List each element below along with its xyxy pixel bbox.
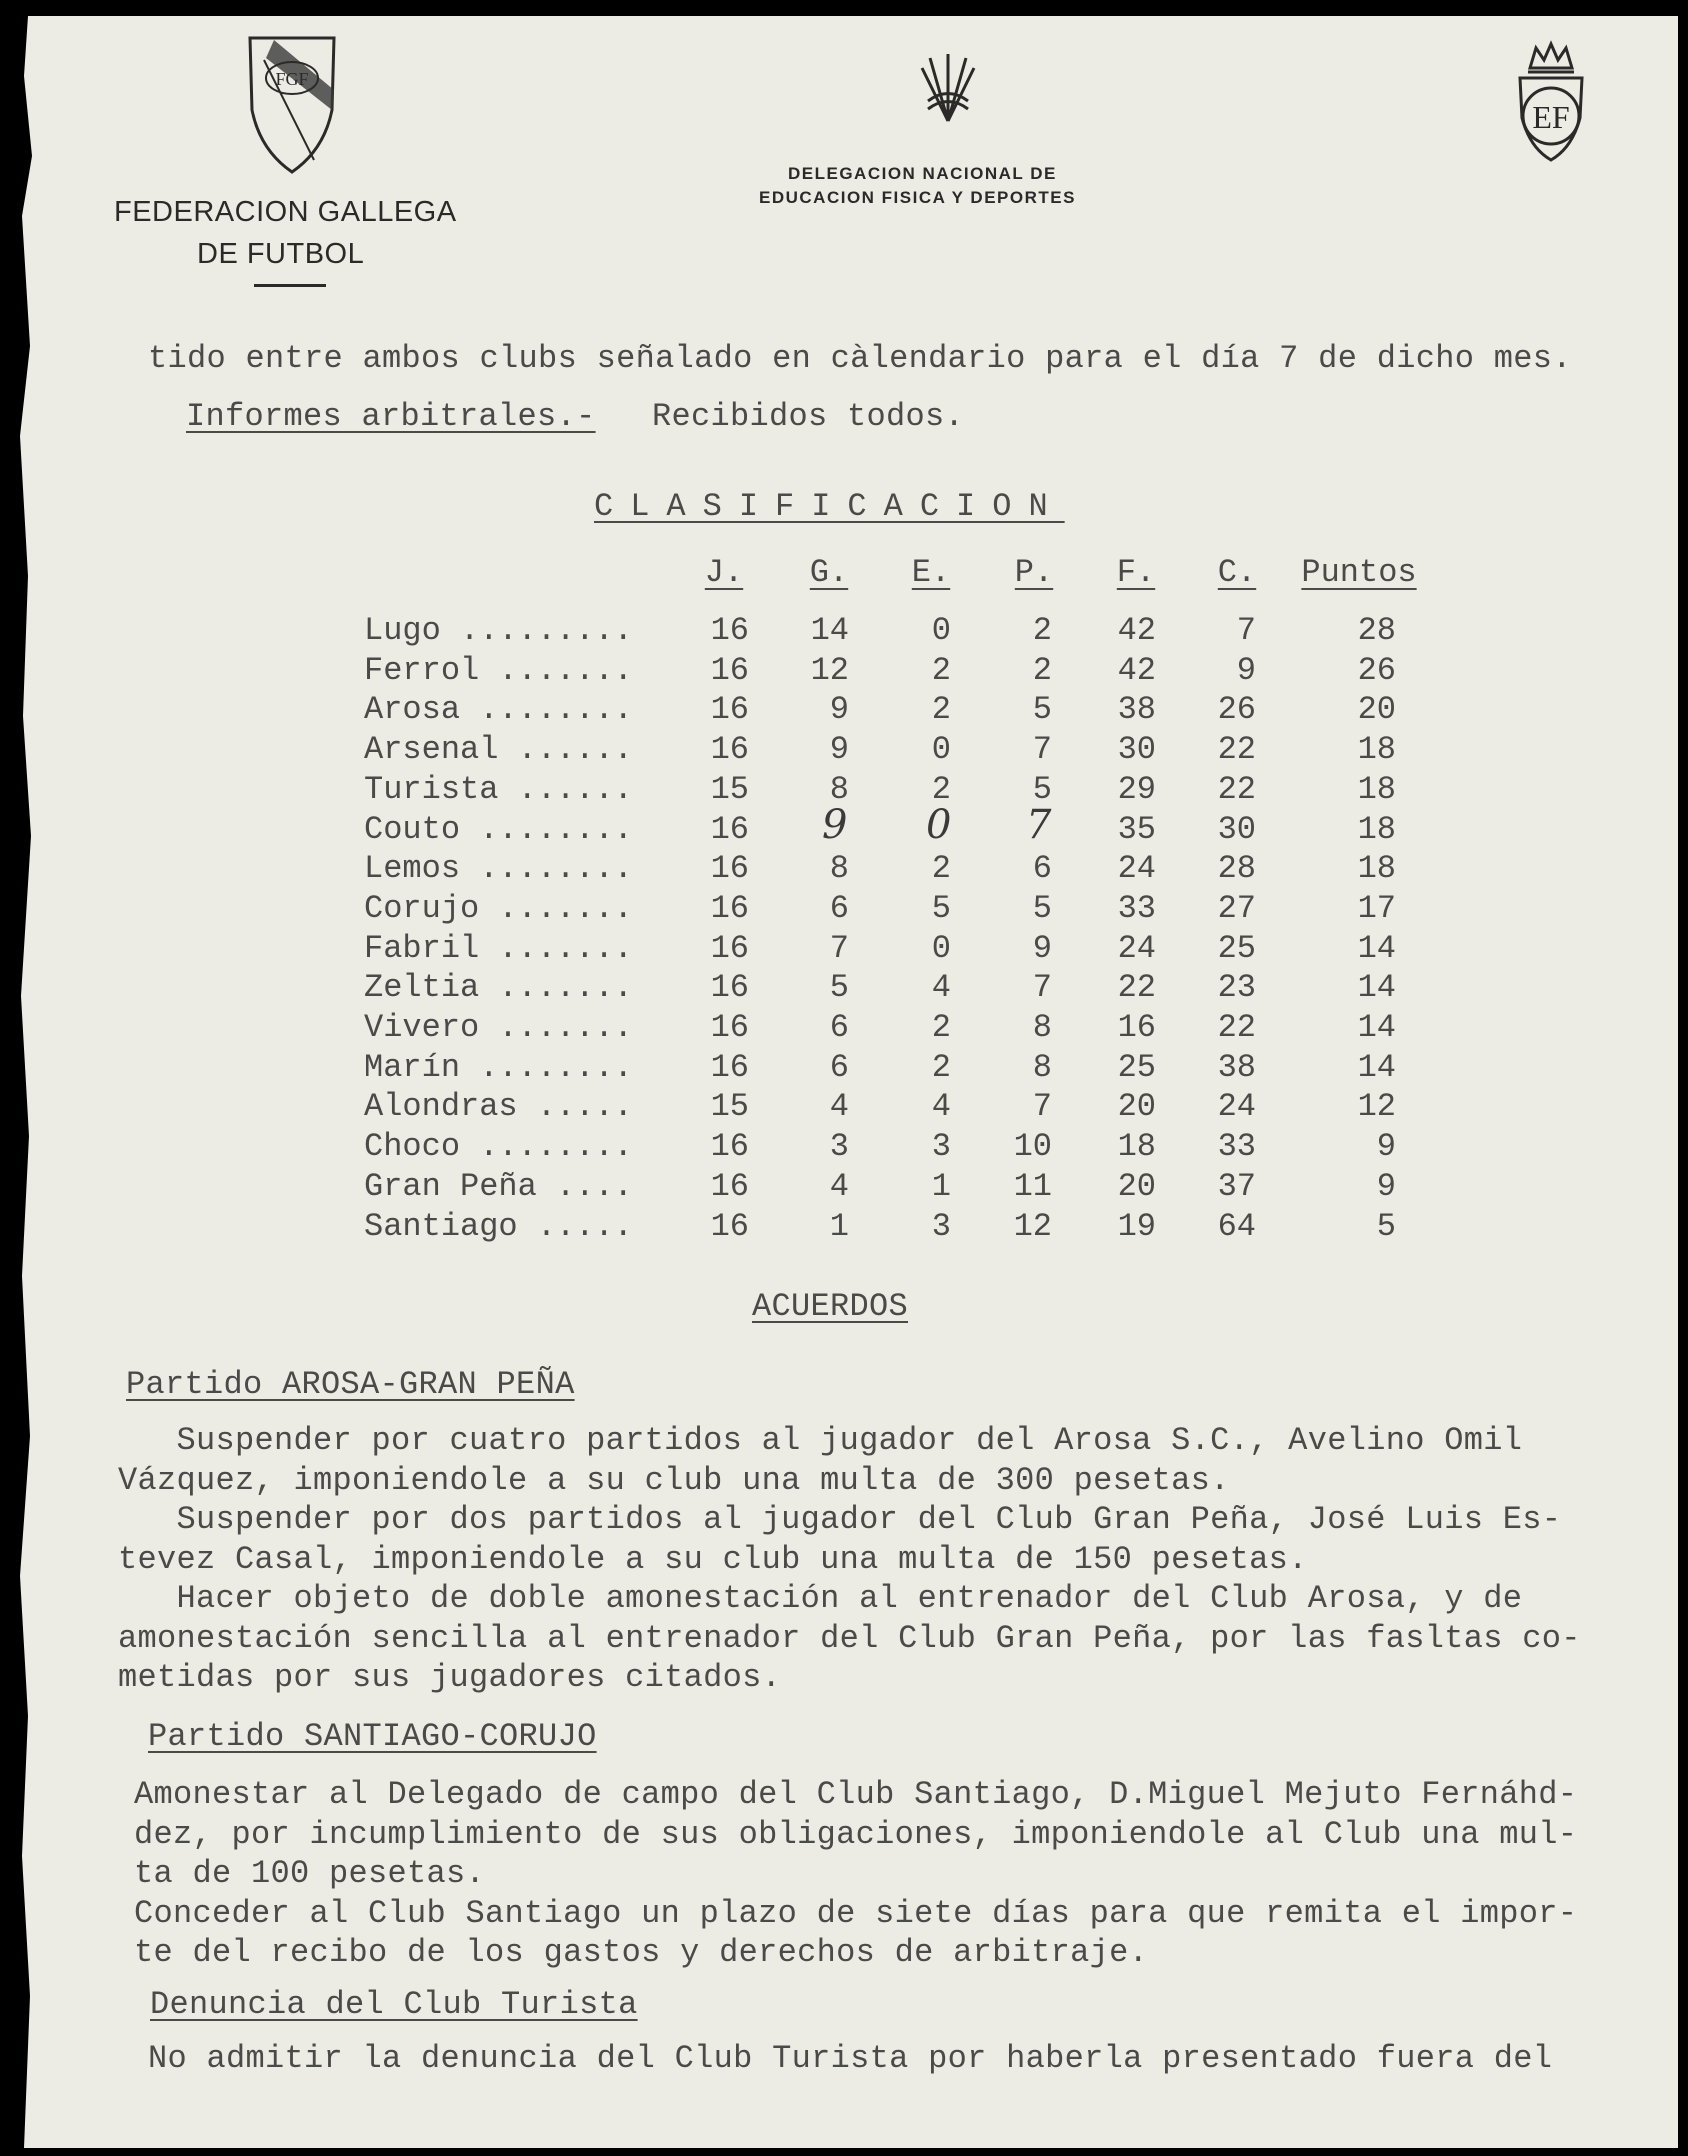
- cell-f: 33: [1117, 889, 1156, 927]
- cell-pts: 9: [1376, 1167, 1396, 1205]
- body-line: Hacer objeto de doble amonestación al entrenador del Club Arosa, y de: [118, 1580, 1523, 1617]
- cell-c: 64: [1217, 1207, 1256, 1245]
- cell-p: 12: [1013, 1207, 1052, 1245]
- cell-j: 15: [710, 1088, 749, 1126]
- team-name: Fabril .......: [364, 929, 633, 967]
- cell-e: 0: [931, 612, 951, 649]
- team-name: Arsenal ......: [364, 731, 633, 769]
- cell-f: 42: [1117, 612, 1156, 649]
- cell-g: 3: [829, 1128, 849, 1166]
- cell-p: 11: [1013, 1167, 1052, 1205]
- body-line: amonestación sencilla al entrenador del Club Gran Peña, por las fasltas co-: [118, 1619, 1581, 1657]
- cell-j: 16: [710, 969, 749, 1007]
- cell-p: 9: [1032, 929, 1052, 967]
- cell-f: 19: [1117, 1207, 1156, 1245]
- cell-g: 12: [810, 651, 849, 689]
- cell-c: 7: [1236, 612, 1256, 649]
- cell-pts: 26: [1357, 651, 1396, 689]
- cell-p: 7: [1032, 731, 1052, 769]
- cell-p: 7: [1032, 969, 1052, 1007]
- delegation-line2: EDUCACION FISICA Y DEPORTES: [759, 188, 1076, 207]
- team-name: Couto ........: [364, 810, 633, 848]
- cell-f: 38: [1117, 691, 1156, 729]
- handwritten-correction-e: 0: [926, 802, 952, 848]
- cell-j: 16: [710, 1128, 749, 1166]
- cell-p: 8: [1032, 1009, 1052, 1046]
- cell-e: 4: [931, 1088, 951, 1126]
- cell-p: 5: [1032, 770, 1052, 808]
- col-header-j: J.: [704, 554, 744, 591]
- cell-p: 8: [1032, 1048, 1052, 1086]
- federation-shield-icon: [244, 30, 340, 180]
- cell-e: 0: [931, 929, 951, 967]
- col-header-f: F.: [1116, 554, 1156, 591]
- cell-f: 25: [1117, 1048, 1156, 1086]
- team-name: Corujo .......: [364, 889, 633, 927]
- team-name: Ferrol .......: [364, 651, 633, 689]
- body-line: Amonestar al Delegado de campo del Club Santiago, D.Miguel Mejuto Fernáhd-: [134, 1776, 1578, 1813]
- body-line: ta de 100 pesetas.: [134, 1855, 486, 1892]
- cell-c: 22: [1217, 770, 1256, 808]
- cell-c: 26: [1217, 691, 1256, 729]
- section2-title: Partido SANTIAGO-CORUJO: [148, 1718, 597, 1755]
- body-line: Conceder al Club Santiago un plazo de siete días para que remita el impor-: [134, 1894, 1578, 1932]
- team-name: Choco ........: [364, 1128, 633, 1166]
- cell-p: 5: [1032, 691, 1052, 729]
- cell-p: 2: [1032, 651, 1052, 689]
- cell-c: 37: [1217, 1167, 1256, 1205]
- cell-e: 2: [931, 1048, 951, 1086]
- cell-pts: 17: [1357, 889, 1396, 927]
- team-name: Gran Peña ....: [364, 1167, 633, 1205]
- cell-pts: 14: [1357, 929, 1396, 967]
- cell-pts: 18: [1357, 810, 1396, 848]
- cell-f: 22: [1117, 969, 1156, 1007]
- team-name: Marín ........: [364, 1048, 633, 1086]
- cell-g: 14: [810, 612, 849, 649]
- body-line: Vázquez, imponiendole a su club una multa de 300 pesetas.: [118, 1461, 1230, 1499]
- cell-e: 2: [931, 1009, 951, 1046]
- delegation-line1: DELEGACION NACIONAL DE: [788, 164, 1057, 183]
- cell-j: 16: [710, 731, 749, 769]
- cell-e: 3: [931, 1128, 951, 1166]
- body-line: Suspender por dos partidos al jugador del Club Gran Peña, José Luis Es-: [118, 1501, 1562, 1538]
- cell-g: 6: [829, 889, 849, 927]
- cell-g: 8: [829, 850, 849, 888]
- team-name: Arosa ........: [364, 691, 633, 729]
- team-name: Turista ......: [364, 770, 633, 808]
- cell-j: 16: [710, 810, 749, 848]
- cell-e: 2: [931, 651, 951, 689]
- cell-g: 6: [829, 1009, 849, 1046]
- continuation-line: tido entre ambos clubs señalado en càlendario para el día 7 de dicho mes.: [148, 340, 1572, 377]
- cell-e: 2: [931, 770, 951, 808]
- cell-g: 7: [829, 929, 849, 967]
- cell-j: 16: [710, 612, 749, 649]
- cell-e: 5: [931, 889, 951, 927]
- cell-c: 9: [1236, 651, 1256, 689]
- cell-pts: 14: [1357, 969, 1396, 1007]
- col-header-g: G.: [809, 554, 849, 591]
- cell-c: 28: [1217, 850, 1256, 888]
- cell-p: 2: [1032, 612, 1052, 649]
- acuerdos-title: ACUERDOS: [752, 1288, 909, 1325]
- cell-g: 9: [829, 731, 849, 769]
- cell-pts: 12: [1357, 1088, 1396, 1126]
- col-header-puntos: Puntos: [1301, 554, 1417, 591]
- cell-pts: 18: [1357, 770, 1396, 808]
- cell-g: 1: [829, 1207, 849, 1245]
- cell-f: 29: [1117, 770, 1156, 808]
- federation-name-line1: FEDERACION GALLEGA: [114, 196, 457, 228]
- torn-edge: [14, 16, 44, 2148]
- cell-c: 38: [1217, 1048, 1256, 1086]
- cell-g: 4: [829, 1167, 849, 1205]
- body-line: te del recibo de los gastos y derechos de arbitraje.: [134, 1934, 1149, 1971]
- team-name: Santiago .....: [364, 1207, 633, 1245]
- cell-f: 20: [1117, 1167, 1156, 1205]
- cell-pts: 28: [1357, 612, 1396, 649]
- cell-f: 24: [1117, 929, 1156, 967]
- team-name: Vivero .......: [364, 1009, 633, 1046]
- body-line: metidas por sus jugadores citados.: [118, 1659, 782, 1696]
- cell-j: 16: [710, 1048, 749, 1086]
- cell-g: 6: [829, 1048, 849, 1086]
- cell-f: 42: [1117, 651, 1156, 689]
- header-rule: [254, 284, 326, 287]
- svg-text:FGF: FGF: [275, 69, 309, 89]
- cell-p: 5: [1032, 889, 1052, 927]
- cell-c: 22: [1217, 731, 1256, 769]
- document-page: [14, 16, 1678, 2148]
- cell-g: 9: [829, 691, 849, 729]
- cell-pts: 14: [1357, 1009, 1396, 1046]
- body-line: Suspender por cuatro partidos al jugador del Arosa S.C., Avelino Omil: [118, 1422, 1523, 1459]
- cell-e: 3: [931, 1207, 951, 1245]
- cell-f: 24: [1117, 850, 1156, 888]
- cell-pts: 20: [1357, 691, 1396, 729]
- cell-j: 16: [710, 929, 749, 967]
- reports-label: Informes arbitrales.-: [186, 398, 596, 435]
- body-line: dez, por incumplimiento de sus obligaciones, imponiendole al Club una mul-: [134, 1815, 1578, 1853]
- cell-j: 16: [710, 850, 749, 888]
- section1-title: Partido AROSA-GRAN PEÑA: [126, 1366, 575, 1403]
- federation-name-line2: DE FUTBOL: [197, 238, 365, 270]
- team-name: Zeltia .......: [364, 969, 633, 1007]
- crowned-shield-icon: [1508, 38, 1594, 166]
- cell-c: 27: [1217, 889, 1256, 927]
- cell-c: 25: [1217, 929, 1256, 967]
- cell-e: 4: [931, 969, 951, 1007]
- team-name: Lugo .........: [364, 612, 633, 649]
- team-name: Lemos ........: [364, 850, 633, 888]
- cell-c: 33: [1217, 1128, 1256, 1166]
- cell-g: 4: [829, 1088, 849, 1126]
- cell-j: 16: [710, 1009, 749, 1046]
- yoke-and-arrows-icon: [918, 46, 978, 126]
- cell-e: 2: [931, 691, 951, 729]
- cell-j: 16: [710, 1167, 749, 1205]
- cell-f: 30: [1117, 731, 1156, 769]
- svg-text:EF: EF: [1532, 99, 1570, 135]
- cell-j: 16: [710, 691, 749, 729]
- cell-e: 2: [931, 850, 951, 888]
- cell-e: 0: [931, 731, 951, 769]
- cell-f: 18: [1117, 1128, 1156, 1166]
- cell-g: 8: [829, 770, 849, 808]
- cell-j: 16: [710, 1207, 749, 1245]
- col-header-p: P.: [1014, 554, 1054, 591]
- reports-text: Recibidos todos.: [652, 398, 965, 435]
- cell-p: 10: [1013, 1128, 1052, 1166]
- cell-pts: 18: [1357, 850, 1396, 888]
- cell-g: 5: [829, 969, 849, 1007]
- standings-title: CLASIFICACION: [594, 488, 1065, 525]
- cell-pts: 5: [1376, 1207, 1396, 1245]
- cell-pts: 18: [1357, 731, 1396, 769]
- cell-c: 23: [1217, 969, 1256, 1007]
- cell-j: 16: [710, 651, 749, 689]
- cell-pts: 9: [1376, 1128, 1396, 1166]
- cell-c: 24: [1217, 1088, 1256, 1126]
- cell-f: 16: [1117, 1009, 1156, 1046]
- cell-f: 35: [1117, 810, 1156, 848]
- team-name: Alondras .....: [364, 1088, 633, 1126]
- cell-p: 7: [1032, 1088, 1052, 1126]
- col-header-c: C.: [1217, 554, 1257, 591]
- handwritten-correction-g: 9: [822, 802, 848, 848]
- handwritten-correction-p: 7: [1026, 802, 1052, 848]
- cell-p: 6: [1032, 850, 1052, 888]
- col-header-e: E.: [911, 554, 951, 591]
- cell-f: 20: [1117, 1088, 1156, 1126]
- cell-pts: 14: [1357, 1048, 1396, 1086]
- cell-c: 22: [1217, 1009, 1256, 1046]
- cell-e: 1: [931, 1167, 951, 1205]
- body-line: No admitir la denuncia del Club Turista por haberla presentado fuera del: [148, 2040, 1553, 2077]
- cell-c: 30: [1217, 810, 1256, 848]
- section3-title: Denuncia del Club Turista: [150, 1986, 638, 2023]
- body-line: tevez Casal, imponiendole a su club una multa de 150 pesetas.: [118, 1540, 1308, 1578]
- cell-j: 16: [710, 889, 749, 927]
- cell-j: 15: [710, 770, 749, 808]
